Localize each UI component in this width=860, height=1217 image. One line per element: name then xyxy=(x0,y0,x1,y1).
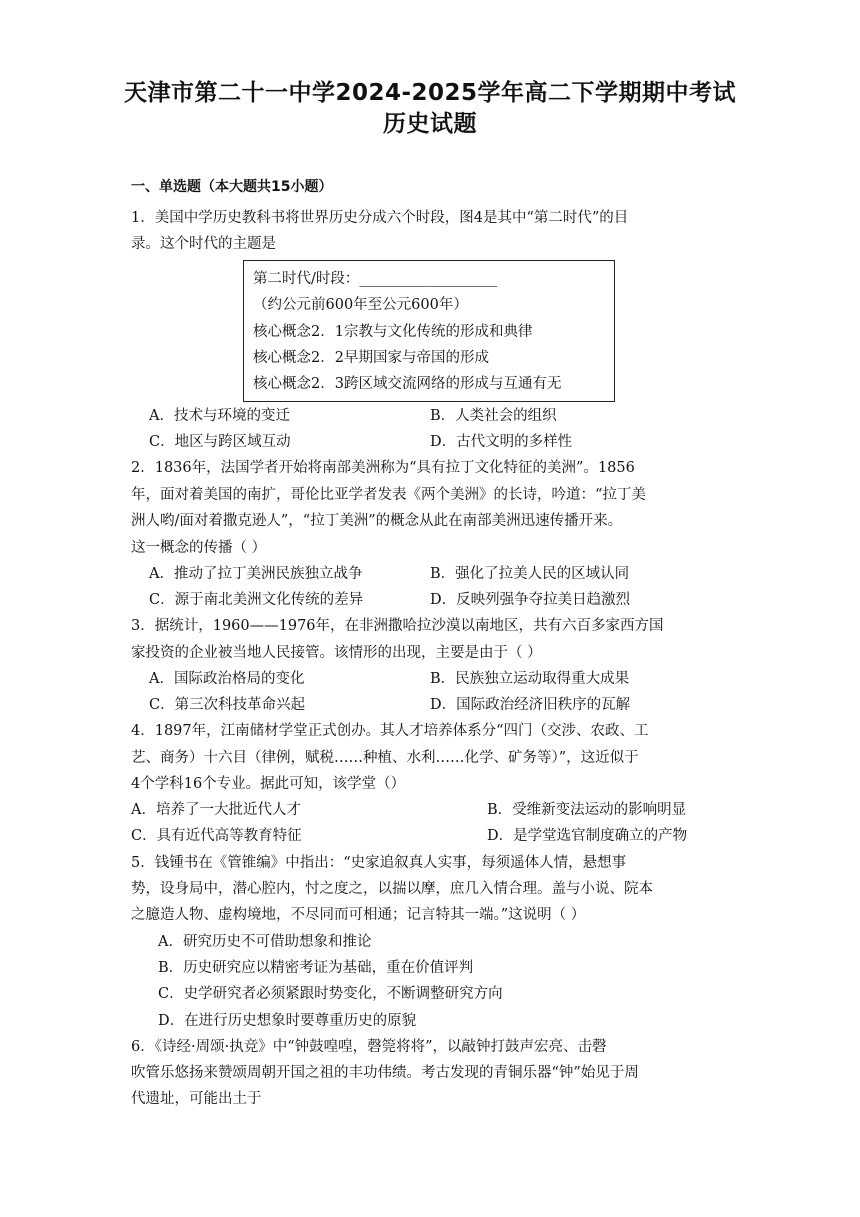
q6-stem-line-1: 6．《诗经·周颂·执竞》中“钟鼓喤喤，磬筦将将”，以敲钟打鼓声宏亮、击磬 xyxy=(131,1039,607,1055)
q2-option-a[interactable]: A．推动了拉丁美洲民族独立战争 xyxy=(149,566,363,582)
q5-option-a[interactable]: A．研究历史不可借助想象和推论 xyxy=(158,934,372,950)
q5-stem-line-3: 之臆造人物、虚构境地，不尽同而可相通；记言特其一端。”这说明（ ） xyxy=(131,907,586,923)
q1-stem-line-1: 1．美国中学历史教科书将世界历史分成六个时段，图4是其中“第二时代”的目 xyxy=(131,210,629,226)
q1-box-line-2: （约公元前600年至公元600年） xyxy=(253,297,468,314)
q2-stem-line-4: 这一概念的传播（ ） xyxy=(131,540,267,556)
q1-box-line-1: 第二时代/时段：___________________ xyxy=(253,271,498,287)
q6-stem-line-3: 代遗址，可能出土于 xyxy=(131,1091,262,1107)
q5-option-c[interactable]: C．史学研究者必须紧跟时势变化，不断调整研究方向 xyxy=(158,986,503,1002)
q4-stem-line-3: 4个学科16个专业。据此可知，该学堂（） xyxy=(131,776,406,792)
q4-option-c[interactable]: C．具有近代高等教育特征 xyxy=(131,828,302,844)
section-heading: 一、单选题（本大题共15小题） xyxy=(131,179,333,195)
q3-option-c[interactable]: C．第三次科技革命兴起 xyxy=(149,697,306,713)
q5-stem-line-1: 5．钱锺书在《管锥编》中指出：“史家追叙真人实事，每须遥体人情，悬想事 xyxy=(131,855,627,871)
q4-option-a[interactable]: A．培养了一大批近代人才 xyxy=(131,802,301,818)
q3-stem-line-2: 家投资的企业被当地人民接管。该情形的出现，主要是由于（ ） xyxy=(131,645,542,661)
q2-stem-line-2: 年，面对着美国的南扩，哥伦比亚学者发表《两个美洲》的长诗，吟道：“拉丁美 xyxy=(131,487,646,503)
q1-box-line-3: 核心概念2．1宗教与文化传统的形成和典律 xyxy=(253,323,533,340)
q6-stem-line-2: 吹管乐悠扬来赞颂周朝开国之祖的丰功伟绩。考古发现的青铜乐器“钟”始见于周 xyxy=(131,1065,639,1081)
q1-option-c[interactable]: C．地区与跨区域互动 xyxy=(149,434,291,450)
page-subtitle: 历史试题 xyxy=(383,111,477,137)
q5-stem-line-2: 势，设身局中，潜心腔内，忖之度之，以揣以摩，庶几入情合理。盖与小说、院本 xyxy=(131,881,653,897)
q1-option-b[interactable]: B．人类社会的组织 xyxy=(430,408,557,424)
q1-box-line-4: 核心概念2．2早期国家与帝国的形成 xyxy=(253,349,489,366)
q4-stem-line-2: 艺、商务）十六目（律例，赋税……种植、水利……化学、矿务等）”，这近似于 xyxy=(131,750,639,766)
q2-option-b[interactable]: B．强化了拉美人民的区域认同 xyxy=(430,566,630,582)
q3-option-d[interactable]: D．国际政治经济旧秩序的瓦解 xyxy=(430,697,631,713)
q1-option-a[interactable]: A．技术与环境的变迁 xyxy=(149,408,290,424)
q1-figure-box xyxy=(243,260,615,402)
q1-stem-line-2: 录。这个时代的主题是 xyxy=(131,236,276,252)
q2-stem-line-3: 洲人哟/面对着撒克逊人”，“拉丁美洲”的概念从此在南部美洲迅速传播开来。 xyxy=(131,513,623,529)
q3-option-b[interactable]: B．民族独立运动取得重大成果 xyxy=(430,671,630,687)
page-title: 天津市第二十一中学2024-2025学年高二下学期期中考试 xyxy=(123,80,737,106)
q4-option-b[interactable]: B．受维新变法运动的影响明显 xyxy=(487,802,687,818)
q4-stem-line-1: 4．1897年，江南储材学堂正式创办。其人才培养体系分“四门（交涉、农政、工 xyxy=(131,723,649,739)
q5-option-d[interactable]: D．在进行历史想象时要尊重历史的原貌 xyxy=(158,1013,417,1029)
q3-option-a[interactable]: A．国际政治格局的变化 xyxy=(149,671,305,687)
q2-option-d[interactable]: D．反映列强争夺拉美日趋激烈 xyxy=(430,592,631,608)
q2-stem-line-1: 2．1836年，法国学者开始将南部美洲称为“具有拉丁文化特征的美洲”。1856 xyxy=(131,460,635,476)
q5-option-b[interactable]: B．历史研究应以精密考证为基础，重在价值评判 xyxy=(158,960,474,976)
q1-option-d[interactable]: D．古代文明的多样性 xyxy=(430,434,573,450)
q3-stem-line-1: 3．据统计，1960——1976年，在非洲撒哈拉沙漠以南地区，共有六百多家西方国 xyxy=(131,618,664,634)
q1-box-line-5: 核心概念2．3跨区域交流网络的形成与互通有无 xyxy=(253,376,562,393)
q2-option-c[interactable]: C．源于南北美洲文化传统的差异 xyxy=(149,592,364,608)
q4-option-d[interactable]: D．是学堂选官制度确立的产物 xyxy=(487,828,688,844)
